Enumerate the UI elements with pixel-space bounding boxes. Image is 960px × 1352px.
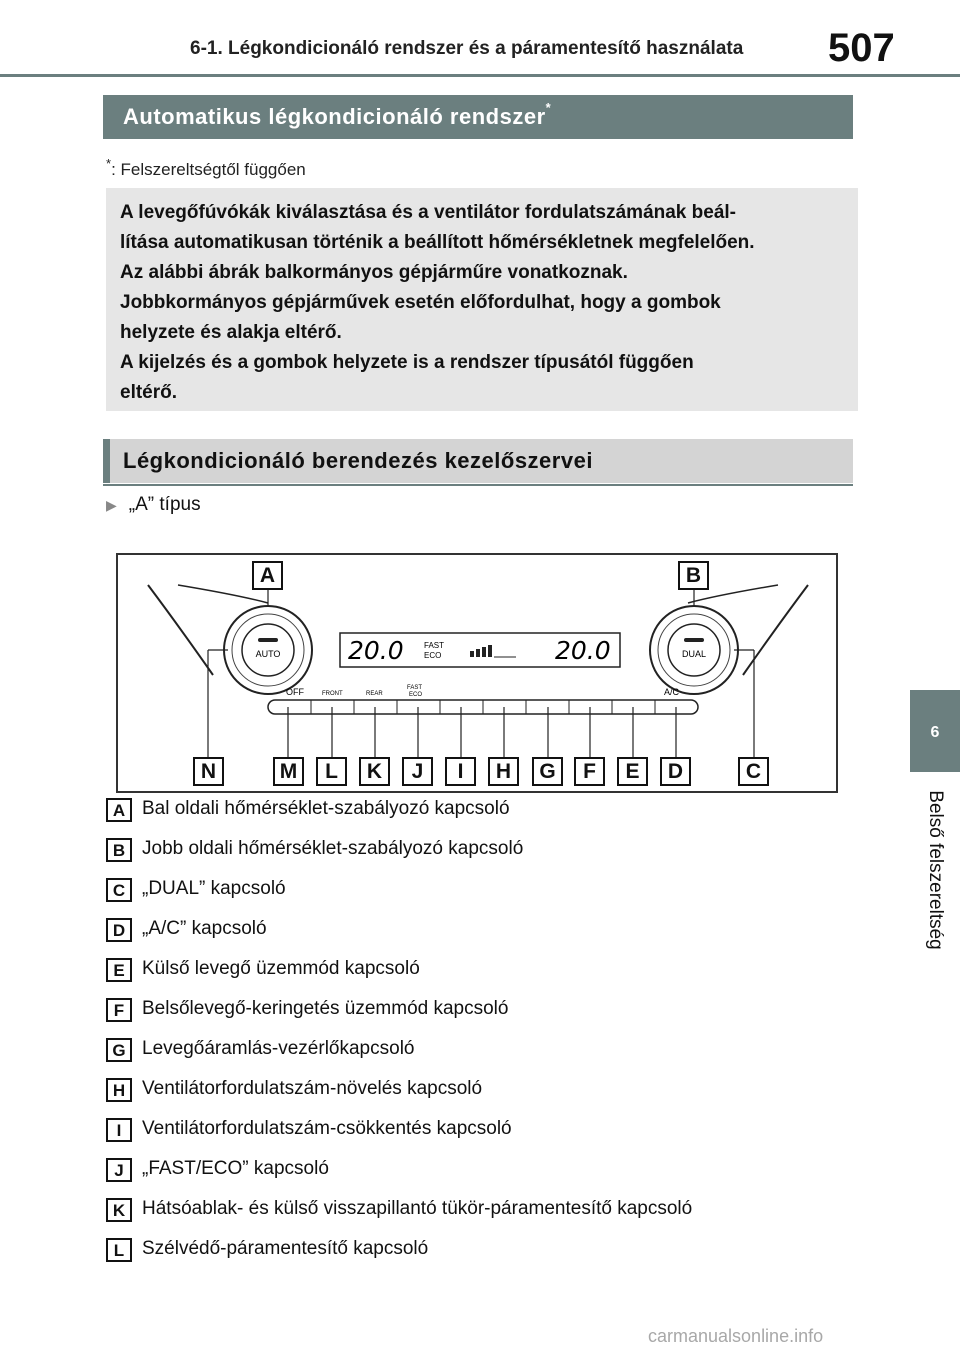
climate-display — [340, 633, 620, 667]
watermark: carmanualsonline.info — [648, 1326, 824, 1346]
callout-f: F — [574, 757, 605, 786]
info-line: A kijelzés és a gombok helyzete is a rendszer típusától függően — [120, 352, 694, 373]
info-line: Az alábbi ábrák balkormányos gépjárműre vonatkoznak. — [120, 262, 628, 283]
button-label-ac: A/C — [664, 687, 680, 697]
legend-text: Szélvédő-páramentesítő kapcsoló — [142, 1238, 429, 1259]
legend-item — [106, 1194, 866, 1222]
info-text — [120, 198, 845, 408]
section-title-auto-ac: Automatikus légkondicionáló rendszer — [123, 104, 546, 129]
callout-d: D — [660, 757, 691, 786]
legend-text: Ventilátorfordulatszám-csökkentés kapcsoló — [142, 1118, 512, 1139]
legend-item — [106, 954, 866, 982]
triangle-bullet-icon: ▶ — [106, 497, 117, 513]
info-box — [106, 188, 858, 411]
legend-item — [106, 1034, 866, 1062]
legend-key: B — [106, 838, 132, 862]
info-line: A levegőfúvókák kiválasztása és a ventilátor fordulatszámának beál- — [120, 202, 736, 223]
display-right-temp: 20.0 — [555, 636, 611, 665]
asterisk-marker: * — [545, 100, 552, 115]
knob-label-dual: DUAL — [681, 649, 707, 659]
legend-item — [106, 874, 866, 902]
button-label-eco: ECO — [409, 692, 423, 698]
control-panel-figure — [116, 553, 838, 793]
legend-item — [106, 834, 866, 862]
legend-item — [106, 1074, 866, 1102]
knob-label-auto: AUTO — [255, 649, 281, 659]
legend-item — [106, 1114, 866, 1142]
type-label: „A” típus — [128, 494, 201, 515]
callout-e: E — [617, 757, 648, 786]
type-bullet — [106, 494, 201, 516]
legend-key: A — [106, 798, 132, 822]
callout-j: J — [402, 757, 433, 786]
callout-c: C — [738, 757, 769, 786]
callout-m: M — [273, 757, 304, 786]
legend-key: J — [106, 1158, 132, 1182]
info-line: helyzete és alakja eltérő. — [120, 322, 342, 343]
legend-item — [106, 1234, 866, 1262]
section-heading-auto-ac — [103, 95, 853, 139]
legend-text: „DUAL” kapcsoló — [142, 878, 286, 899]
left-temperature-knob[interactable] — [224, 606, 312, 694]
legend-text: Hátsóablak- és külső visszapillantó tükör-páramentesítő kapcsoló — [142, 1198, 693, 1219]
legend-key: G — [106, 1038, 132, 1062]
legend-item — [106, 994, 866, 1022]
legend-key: H — [106, 1078, 132, 1102]
callout-i: I — [445, 757, 476, 786]
footnote-text: : Felszereltségtől függően — [111, 160, 306, 179]
info-line: eltérő. — [120, 382, 178, 403]
button-label-fast: FAST — [407, 685, 423, 691]
footnote — [106, 156, 306, 180]
section-title-controls: Légkondicionáló berendezés kezelőszervei — [123, 448, 593, 473]
legend-text: Bal oldali hőmérséklet-szabályozó kapcsoló — [142, 798, 510, 819]
legend-text: Ventilátorfordulatszám-növelés kapcsoló — [142, 1078, 483, 1099]
legend-text: „A/C” kapcsoló — [142, 918, 267, 939]
display-fast-label: FAST — [424, 641, 445, 650]
button-label-off: OFF — [286, 687, 304, 697]
control-panel-drawing — [118, 555, 836, 791]
legend-text: Külső levegő üzemmód kapcsoló — [142, 958, 420, 979]
legend-key: K — [106, 1198, 132, 1222]
legend-key: F — [106, 998, 132, 1022]
section-heading-controls — [103, 439, 853, 483]
legend-item — [106, 1154, 866, 1182]
callout-n: N — [193, 757, 224, 786]
callout-g: G — [532, 757, 563, 786]
button-labels — [286, 685, 680, 698]
chapter-number: 6 — [930, 724, 940, 741]
chapter-label: Belső felszereltség — [925, 790, 946, 950]
callout-k: K — [359, 757, 390, 786]
legend-item — [106, 794, 866, 822]
page-number: 507 — [828, 26, 895, 70]
legend-text: Jobb oldali hőmérséklet-szabályozó kapcsoló — [142, 838, 524, 859]
legend-text: Belsőlevegő-keringetés üzemmód kapcsoló — [142, 998, 509, 1019]
callout-h: H — [488, 757, 519, 786]
chapter-tab — [910, 690, 960, 772]
display-eco-label: ECO — [424, 651, 442, 660]
legend-key: L — [106, 1238, 132, 1262]
header-rule — [0, 74, 960, 77]
button-label-front: FRONT — [322, 691, 343, 697]
legend-key: D — [106, 918, 132, 942]
legend-key: C — [106, 878, 132, 902]
display-left-temp: 20.0 — [348, 636, 404, 665]
legend-key: I — [106, 1118, 132, 1142]
info-line: Jobbkormányos gépjárművek esetén előfordulhat, hogy a gombok — [120, 292, 721, 313]
button-label-rear: REAR — [366, 691, 383, 697]
legend-text: Levegőáramlás-vezérlőkapcsoló — [142, 1038, 415, 1059]
callout-a: A — [252, 561, 283, 590]
legend-text: „FAST/ECO” kapcsoló — [142, 1158, 329, 1179]
right-temperature-knob[interactable] — [650, 606, 738, 694]
callout-l: L — [316, 757, 347, 786]
info-line: lítása automatikusan történik a beállított hőmérsékletnek megfelelően. — [120, 232, 755, 253]
footnote-marker: * — [106, 156, 112, 171]
legend-key: E — [106, 958, 132, 982]
callout-b: B — [678, 561, 709, 590]
page-header-title: 6-1. Légkondicionáló rendszer és a páramentesítő használata — [190, 38, 744, 59]
legend-item — [106, 914, 866, 942]
